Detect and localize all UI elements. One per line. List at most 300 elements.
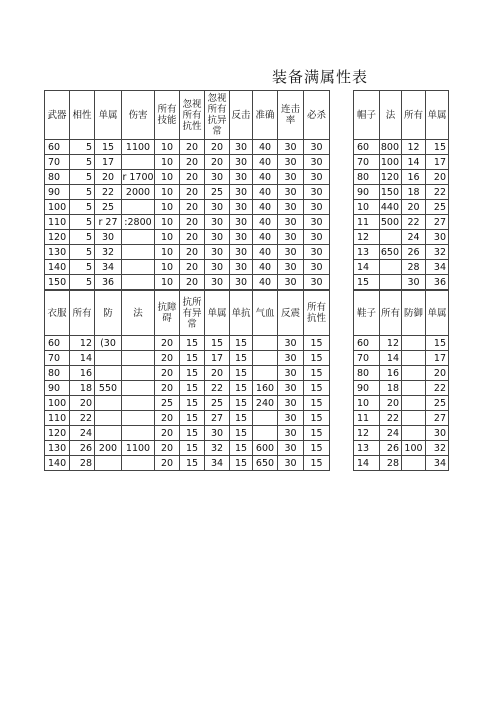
armor-table-cell (122, 351, 155, 366)
weapon-table-header-cell: 所有技能 (155, 91, 180, 140)
weapon-table-cell: 30 (230, 155, 253, 170)
weapon-table-cell: 30 (278, 155, 304, 170)
weapon-table-header-cell: 连击率 (278, 91, 304, 140)
weapon-table-cell: 10 (155, 275, 180, 290)
armor-table-header-cell: 防御 (402, 291, 426, 336)
weapon-table-cell: 5 (70, 275, 95, 290)
armor-table-cell: 80 (45, 366, 70, 381)
armor-table-cell: 100 (45, 396, 70, 411)
weapon-table-cell: 30 (304, 245, 330, 260)
armor-table-cell: 30 (278, 351, 304, 366)
weapon-table-cell: 5 (70, 170, 95, 185)
weapon-table-cell: 100 (45, 200, 70, 215)
armor-table-cell (253, 366, 278, 381)
weapon-table-cell: 14 (354, 260, 380, 275)
armor-table-cell: 15 (230, 396, 253, 411)
armor-table-cell (95, 351, 122, 366)
weapon-table-cell: 40 (253, 215, 278, 230)
weapon-table-cell: 30 (230, 230, 253, 245)
weapon-table-cell: 30 (95, 230, 122, 245)
armor-table-cell: 30 (278, 381, 304, 396)
weapon-table-cell (330, 170, 354, 185)
weapon-table-cell: 20 (180, 260, 205, 275)
armor-table-cell: 20 (155, 426, 180, 441)
weapon-table-cell: 30 (230, 185, 253, 200)
weapon-table-cell: 150 (380, 185, 402, 200)
weapon-table-cell (330, 155, 354, 170)
weapon-table-cell: 70 (354, 155, 380, 170)
weapon-table-cell (122, 260, 155, 275)
armor-table-header-cell: 抗所有异常 (180, 291, 205, 336)
weapon-table-header-cell (330, 91, 354, 140)
weapon-table-cell (330, 230, 354, 245)
armor-table-cell: 28 (380, 456, 402, 471)
weapon-table-cell: 5 (70, 200, 95, 215)
weapon-table-header-cell: 所有 (402, 91, 426, 140)
armor-table-cell: 15 (304, 381, 330, 396)
weapon-table-cell: 30 (278, 215, 304, 230)
armor-table-cell (253, 336, 278, 351)
weapon-table-header-cell: 准确 (253, 91, 278, 140)
weapon-table-cell: 30 (230, 200, 253, 215)
armor-table-header-cell: 衣服 (45, 291, 70, 336)
weapon-table-cell: 20 (180, 230, 205, 245)
weapon-table-cell: 34 (426, 260, 449, 275)
weapon-table-cell: 15 (426, 140, 449, 155)
weapon-table-cell: 30 (304, 140, 330, 155)
armor-table-cell: 12 (70, 336, 95, 351)
weapon-table-cell: 25 (426, 200, 449, 215)
weapon-table-cell: 30 (205, 245, 230, 260)
armor-table-cell (402, 456, 426, 471)
armor-table-cell (330, 381, 354, 396)
armor-table-cell: 20 (155, 411, 180, 426)
armor-table-cell: 14 (354, 456, 380, 471)
armor-table-cell (95, 366, 122, 381)
weapon-table-cell: 34 (95, 260, 122, 275)
armor-table-cell: 14 (380, 351, 402, 366)
weapon-table-cell: 120 (380, 170, 402, 185)
weapon-table-cell: 26 (402, 245, 426, 260)
weapon-table-cell: 20 (402, 200, 426, 215)
weapon-table-cell: 5 (70, 140, 95, 155)
armor-table-cell: 130 (45, 441, 70, 456)
armor-table-cell: 25 (155, 396, 180, 411)
armor-table-cell (253, 411, 278, 426)
weapon-table-cell: 30 (304, 260, 330, 275)
armor-table-cell: 15 (230, 381, 253, 396)
armor-table-cell (122, 411, 155, 426)
armor-table-cell (402, 396, 426, 411)
weapon-table-cell: 15 (95, 140, 122, 155)
armor-table-cell (122, 396, 155, 411)
weapon-table-cell: 30 (304, 185, 330, 200)
weapon-table-header-cell: 武器 (45, 91, 70, 140)
weapon-hat-table (44, 90, 449, 290)
armor-table-cell: 18 (380, 381, 402, 396)
weapon-table-cell: 5 (70, 230, 95, 245)
armor-table-cell: 15 (180, 411, 205, 426)
armor-table-cell: 15 (304, 441, 330, 456)
armor-table-cell: 26 (380, 441, 402, 456)
weapon-table-cell: 28 (402, 260, 426, 275)
armor-table-header-cell: 所有 (380, 291, 402, 336)
weapon-table-cell: 32 (426, 245, 449, 260)
weapon-table-cell: 10 (354, 200, 380, 215)
weapon-table-cell: 22 (426, 185, 449, 200)
page-title: 装备满属性表 (272, 68, 369, 86)
weapon-table-cell: 17 (426, 155, 449, 170)
armor-table-cell: 15 (180, 441, 205, 456)
weapon-table-cell: 14 (402, 155, 426, 170)
armor-table-cell: 20 (155, 351, 180, 366)
armor-table-header-cell: 单属 (205, 291, 230, 336)
armor-table-cell: 140 (45, 456, 70, 471)
weapon-table-cell: 17 (95, 155, 122, 170)
weapon-table-cell: 30 (426, 230, 449, 245)
weapon-table-cell: 30 (278, 140, 304, 155)
armor-table-cell: 110 (45, 411, 70, 426)
armor-table-cell: 17 (426, 351, 449, 366)
weapon-table-cell: 30 (304, 200, 330, 215)
weapon-table-cell: 27 (426, 215, 449, 230)
weapon-table-cell: 30 (278, 230, 304, 245)
weapon-table-cell: 80 (354, 170, 380, 185)
weapon-table-cell: 30 (278, 170, 304, 185)
armor-table-cell (330, 426, 354, 441)
weapon-table-cell: 30 (205, 170, 230, 185)
armor-table-cell: 200 (95, 441, 122, 456)
weapon-table-cell: 30 (230, 275, 253, 290)
weapon-table-cell: 30 (278, 275, 304, 290)
weapon-table-cell: 30 (230, 170, 253, 185)
weapon-table-header-cell: 帽子 (354, 91, 380, 140)
armor-table-cell: 34 (205, 456, 230, 471)
armor-table-cell: 28 (70, 456, 95, 471)
armor-table-cell (122, 426, 155, 441)
weapon-table-cell: 30 (304, 215, 330, 230)
weapon-table-cell: 5 (70, 155, 95, 170)
weapon-table-cell: 16 (402, 170, 426, 185)
armor-table-cell: 15 (180, 456, 205, 471)
weapon-table-cell: 32 (95, 245, 122, 260)
weapon-table-cell: 30 (205, 275, 230, 290)
weapon-table-cell: 30 (230, 140, 253, 155)
weapon-table-row (45, 215, 449, 230)
armor-table-cell: 15 (426, 336, 449, 351)
weapon-table-cell (330, 245, 354, 260)
armor-table-cell: 25 (426, 396, 449, 411)
weapon-table-cell: 10 (155, 215, 180, 230)
armor-table-cell: 32 (205, 441, 230, 456)
armor-table-cell: 30 (278, 396, 304, 411)
armor-table-header-cell: 鞋子 (354, 291, 380, 336)
armor-table-cell: 30 (205, 426, 230, 441)
armor-table-cell: 15 (230, 411, 253, 426)
armor-table-cell: 25 (205, 396, 230, 411)
armor-table-cell: 160 (253, 381, 278, 396)
weapon-table-cell: 40 (253, 170, 278, 185)
armor-table-cell (122, 456, 155, 471)
armor-table-cell (253, 426, 278, 441)
weapon-table-cell: 90 (45, 185, 70, 200)
armor-table-cell: 30 (278, 411, 304, 426)
weapon-table-cell: 140 (45, 260, 70, 275)
weapon-table-cell: 30 (230, 245, 253, 260)
armor-table-cell: 60 (354, 336, 380, 351)
armor-table-header-row (45, 291, 449, 336)
weapon-table-cell: r 1700 (122, 170, 155, 185)
weapon-table-header-cell: 忽视所有抗性 (180, 91, 205, 140)
weapon-table-row (45, 245, 449, 260)
armor-table-cell (330, 366, 354, 381)
weapon-table-cell: 1100 (122, 140, 155, 155)
weapon-table-cell: 20 (180, 155, 205, 170)
weapon-table-cell: 30 (230, 215, 253, 230)
armor-table-cell: 12 (380, 336, 402, 351)
weapon-table-cell: 11 (354, 215, 380, 230)
weapon-table-cell: 20 (180, 275, 205, 290)
armor-table-cell (95, 456, 122, 471)
weapon-table-row (45, 170, 449, 185)
weapon-table-cell: 30 (304, 155, 330, 170)
armor-shoes-table (44, 290, 449, 471)
armor-table-cell (122, 336, 155, 351)
weapon-table-cell: 10 (155, 245, 180, 260)
armor-table-cell: 80 (354, 366, 380, 381)
weapon-table-cell: 800 (380, 140, 402, 155)
weapon-table-row (45, 185, 449, 200)
weapon-table-cell (122, 155, 155, 170)
weapon-table-cell (330, 185, 354, 200)
armor-table-cell: 22 (205, 381, 230, 396)
armor-table-cell: 27 (426, 411, 449, 426)
weapon-table-cell: 30 (402, 275, 426, 290)
armor-table-cell: 15 (180, 351, 205, 366)
armor-table-row (45, 381, 449, 396)
weapon-table-cell: 25 (205, 185, 230, 200)
weapon-table-cell: 13 (354, 245, 380, 260)
weapon-table-cell (330, 200, 354, 215)
armor-table-cell (95, 411, 122, 426)
armor-table-header-cell: 所有 (70, 291, 95, 336)
weapon-table-cell (330, 260, 354, 275)
weapon-table-row (45, 200, 449, 215)
weapon-table-cell: 20 (180, 185, 205, 200)
armor-table-cell: 120 (45, 426, 70, 441)
weapon-table-cell: 10 (155, 260, 180, 275)
weapon-table-cell: 18 (402, 185, 426, 200)
weapon-table-header-cell: 必杀 (304, 91, 330, 140)
armor-table-cell: 20 (426, 366, 449, 381)
armor-table-row (45, 441, 449, 456)
weapon-table-cell: 40 (253, 155, 278, 170)
armor-table-cell (95, 396, 122, 411)
weapon-table-cell (380, 260, 402, 275)
weapon-table-cell: 40 (253, 230, 278, 245)
armor-table-cell: 30 (278, 426, 304, 441)
weapon-table-cell: 30 (278, 260, 304, 275)
armor-table-cell: 15 (180, 426, 205, 441)
weapon-table-row (45, 275, 449, 290)
weapon-table-cell: 25 (95, 200, 122, 215)
weapon-table-header-cell: 反击 (230, 91, 253, 140)
weapon-table-cell: 440 (380, 200, 402, 215)
armor-table-row (45, 351, 449, 366)
armor-table-header-cell: 防 (95, 291, 122, 336)
armor-table-cell: 240 (253, 396, 278, 411)
armor-table-cell: 15 (230, 366, 253, 381)
weapon-table-cell: 10 (155, 185, 180, 200)
weapon-table-cell: 5 (70, 185, 95, 200)
armor-table-cell: 26 (70, 441, 95, 456)
armor-table-cell: 15 (205, 336, 230, 351)
weapon-table-cell: 40 (253, 185, 278, 200)
weapon-table-cell: 20 (180, 170, 205, 185)
armor-table-cell: 60 (45, 336, 70, 351)
weapon-table-cell: 40 (253, 245, 278, 260)
weapon-table-cell: 10 (155, 200, 180, 215)
armor-table-cell: (30 (95, 336, 122, 351)
armor-table-cell (330, 351, 354, 366)
armor-table-cell: 20 (155, 456, 180, 471)
weapon-table-cell: 40 (253, 200, 278, 215)
weapon-table-cell: 30 (230, 260, 253, 275)
armor-table-cell (122, 366, 155, 381)
weapon-table-cell: 60 (45, 140, 70, 155)
armor-table-cell: 15 (230, 441, 253, 456)
weapon-table-cell: 36 (426, 275, 449, 290)
armor-table-cell: 24 (70, 426, 95, 441)
weapon-table-cell (380, 230, 402, 245)
weapon-table-row (45, 260, 449, 275)
weapon-table-cell: 5 (70, 260, 95, 275)
armor-table-cell: 22 (70, 411, 95, 426)
weapon-table-cell: 12 (354, 230, 380, 245)
armor-table-cell: 15 (304, 456, 330, 471)
armor-table-header-cell: 气血 (253, 291, 278, 336)
armor-table-cell: 20 (380, 396, 402, 411)
armor-table-cell: 18 (70, 381, 95, 396)
armor-table-header-cell (330, 291, 354, 336)
armor-table-cell: 15 (230, 336, 253, 351)
armor-table-cell: 20 (155, 336, 180, 351)
weapon-table-cell: 40 (253, 260, 278, 275)
weapon-table-row (45, 140, 449, 155)
armor-table-row (45, 336, 449, 351)
weapon-table-cell: 20 (180, 140, 205, 155)
armor-table-cell (402, 426, 426, 441)
weapon-table-cell: 650 (380, 245, 402, 260)
weapon-table-cell: 20 (426, 170, 449, 185)
weapon-table-cell: 30 (278, 200, 304, 215)
weapon-table-cell: 20 (205, 155, 230, 170)
armor-table-cell: 70 (45, 351, 70, 366)
weapon-table-cell: 130 (45, 245, 70, 260)
armor-table-cell: 12 (354, 426, 380, 441)
armor-table-cell (122, 381, 155, 396)
armor-table-cell: 22 (380, 411, 402, 426)
armor-table-cell: 32 (426, 441, 449, 456)
weapon-table-cell (122, 200, 155, 215)
armor-table-cell: 100 (402, 441, 426, 456)
armor-table-row (45, 456, 449, 471)
armor-table-cell: 20 (155, 366, 180, 381)
weapon-table-cell: 22 (402, 215, 426, 230)
armor-table-cell: 15 (180, 396, 205, 411)
weapon-table-cell: 100 (380, 155, 402, 170)
weapon-table-cell: 120 (45, 230, 70, 245)
weapon-table-cell (122, 230, 155, 245)
weapon-table-cell (330, 140, 354, 155)
armor-table-cell: 22 (426, 381, 449, 396)
armor-table-cell (253, 351, 278, 366)
weapon-table-cell: 20 (95, 170, 122, 185)
armor-table-cell: 16 (380, 366, 402, 381)
armor-table-cell (330, 456, 354, 471)
armor-table-cell: 13 (354, 441, 380, 456)
weapon-table-cell: 40 (253, 140, 278, 155)
weapon-table-cell: 500 (380, 215, 402, 230)
weapon-table-cell: 30 (278, 185, 304, 200)
armor-table-cell: 20 (155, 441, 180, 456)
weapon-table-cell: :2800 (122, 215, 155, 230)
armor-table-header-cell: 法 (122, 291, 155, 336)
armor-table-cell: 20 (205, 366, 230, 381)
armor-table-cell (95, 426, 122, 441)
weapon-table-cell: 80 (45, 170, 70, 185)
armor-table-cell: 1100 (122, 441, 155, 456)
armor-table-cell (330, 411, 354, 426)
weapon-table-cell: 24 (402, 230, 426, 245)
weapon-table-cell (122, 275, 155, 290)
armor-table-row (45, 396, 449, 411)
armor-table-cell: 15 (304, 426, 330, 441)
weapon-table-cell: 20 (180, 200, 205, 215)
weapon-table-cell: 10 (155, 170, 180, 185)
weapon-table-header-cell: 忽视所有抗异常 (205, 91, 230, 140)
weapon-table-row (45, 155, 449, 170)
weapon-table-cell: 30 (304, 230, 330, 245)
armor-table-cell: 15 (304, 366, 330, 381)
weapon-table-cell (330, 275, 354, 290)
armor-table-row (45, 411, 449, 426)
armor-table-cell: 30 (278, 336, 304, 351)
weapon-table-header-cell: 伤害 (122, 91, 155, 140)
weapon-table-cell: 30 (304, 170, 330, 185)
armor-table-cell: 90 (45, 381, 70, 396)
armor-table-cell: 15 (304, 351, 330, 366)
armor-table-cell: 650 (253, 456, 278, 471)
armor-table-cell: 14 (70, 351, 95, 366)
armor-table-cell: 15 (304, 411, 330, 426)
weapon-table-cell: r 27 (95, 215, 122, 230)
armor-table-header-cell: 单抗 (230, 291, 253, 336)
armor-table-cell: 550 (95, 381, 122, 396)
weapon-table-header-cell: 单属 (426, 91, 449, 140)
armor-table-cell: 15 (230, 351, 253, 366)
weapon-table-cell: 40 (253, 275, 278, 290)
armor-table-cell: 11 (354, 411, 380, 426)
armor-table-header-cell: 所有抗性 (304, 291, 330, 336)
weapon-table-cell: 12 (402, 140, 426, 155)
weapon-table-cell: 70 (45, 155, 70, 170)
armor-table-cell: 15 (180, 336, 205, 351)
armor-table-cell: 17 (205, 351, 230, 366)
armor-table-header-cell: 抗障碍 (155, 291, 180, 336)
weapon-table-cell: 10 (155, 140, 180, 155)
armor-table-cell: 20 (70, 396, 95, 411)
